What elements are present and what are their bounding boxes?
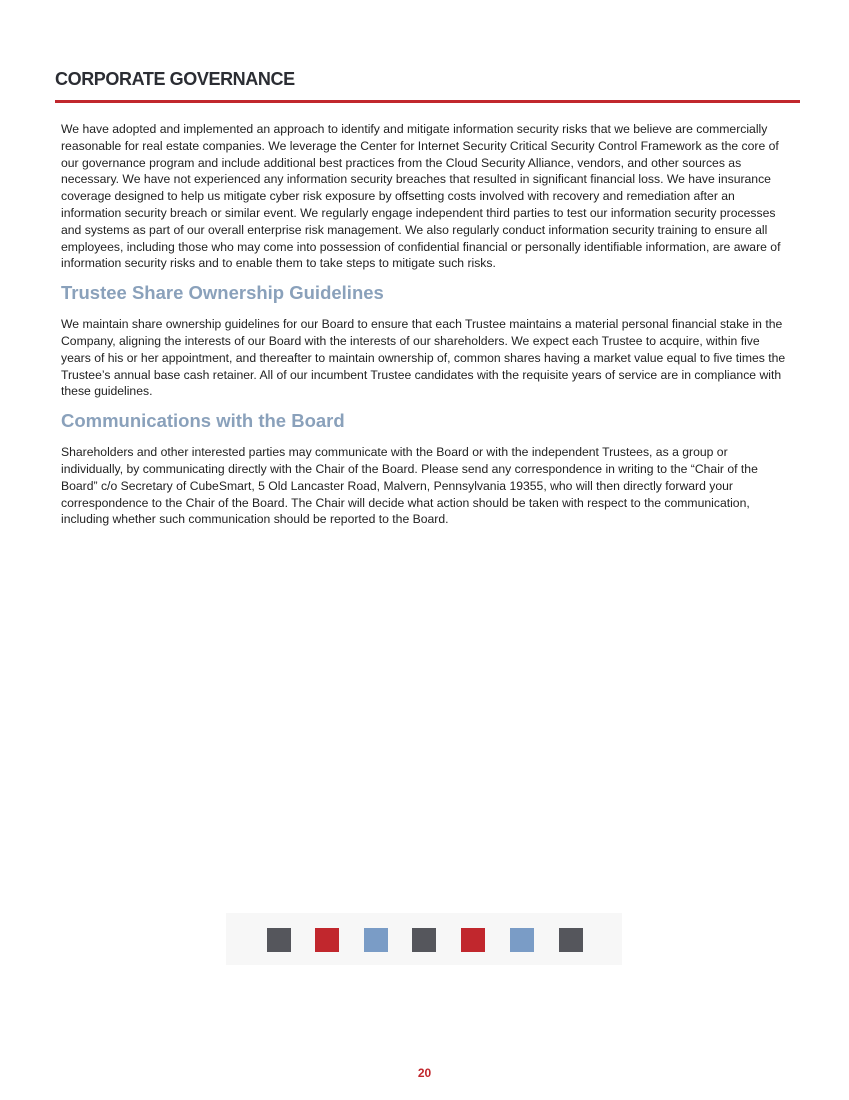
title-divider <box>55 100 800 103</box>
decor-square <box>461 928 485 952</box>
decor-square <box>267 928 291 952</box>
security-paragraph: We have adopted and implemented an approach to identify and mitigate information security risks that we believe are commercially reasonable for real estate companies. We leverage the Center for Internet Security Critical Security Control Framework as the core of our governance program and include additional best practices from the Cloud Security Alliance, vendors, and other sources as necessary. We have not experienced any information security breaches that resulted in significant financial loss. We have insurance coverage designed to help us mitigate cyber risk exposure by offsetting costs involved with recovery and remediation after an information security breach or similar event. We regularly engage independent third parties to test our information security processes and systems as part of our overall enterprise risk management. We also regularly conduct information security training to ensure all employees, including those who may come into possession of confidential financial or personally identifiable information, are aware of information security risks and to enable them to take steps to mitigate such risks. <box>61 122 781 271</box>
subheading-share-ownership: Trustee Share Ownership Guidelines <box>61 282 384 304</box>
communications-paragraph: Shareholders and other interested parties may communicate with the Board or with the independent Trustees, as a group or individually, by communicating directly with the Chair of the Board. Please send any correspondence in writing to the “Chair of the Board” c/o Secretary of CubeSmart, 5 Old Lancaster Road, Malvern, Pennsylvania 19355, who will then directly forward your correspondence to the Chair of the Board. The Chair will decide what action should be taken with respect to the communication, including whether such communication should be reported to the Board. <box>61 445 758 527</box>
decor-square <box>315 928 339 952</box>
share-ownership-paragraph: We maintain share ownership guidelines for our Board to ensure that each Trustee maintains a material personal financial stake in the Company, aligning the interests of our Board with the interests of our shareholders. We expect each Trustee to acquire, within five years of his or her appointment, and thereafter to maintain ownership of, common shares having a market value equal to five times the Trustee’s annual base cash retainer. All of our incumbent Trustee candidates with the requisite years of service are in compliance with these guidelines. <box>61 317 786 399</box>
page-number: 20 <box>417 1066 432 1080</box>
decorative-squares-band <box>226 913 622 965</box>
subheading-communications: Communications with the Board <box>61 410 345 432</box>
decor-square <box>510 928 534 952</box>
decor-square <box>559 928 583 952</box>
decor-square <box>412 928 436 952</box>
section-title: CORPORATE GOVERNANCE <box>55 69 295 89</box>
page-content <box>61 121 791 528</box>
decor-square <box>364 928 388 952</box>
